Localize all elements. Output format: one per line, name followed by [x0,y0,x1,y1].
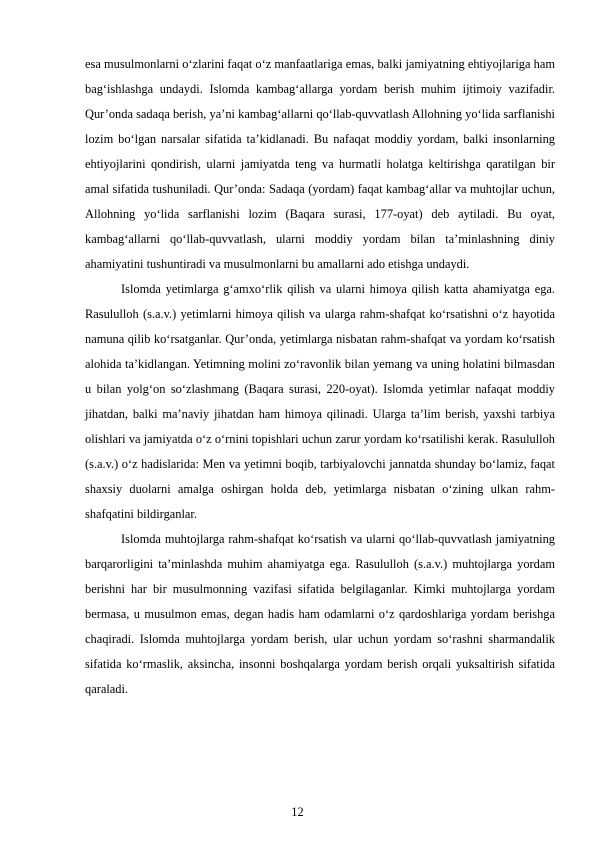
page-number: 12 [291,805,304,819]
document-body [85,52,555,702]
paragraph-orphans: Islomda yetimlarga g‘amxo‘rlik qilish va ularni himoya qilish katta ahamiyatga ega. Rasululloh (s.a.v.) yetimlarni himoya qilish va ularga rahm-shafqat ko‘rsatishni o‘z hayotida namuna qilib ko‘rsatganlar. Qur’onda, yetimlarga nisbatan rahm-shafqat va yordam ko‘rsatish alohida ta’kidlangan. Yetimning molini zo‘ravonlik bilan yemang va uning holatini bilmasdan u bilan yolg‘on so‘zlashmang (Baqara surasi, 220-oyat). Islomda yetimlar nafaqat moddiy jihatdan, balki ma’naviy jihatdan ham himoya qilinadi. Ularga ta’lim berish, yaxshi tarbiya olishlari va jamiyatda o‘z o‘rnini topishlari uchun zarur yordam ko‘rsatilishi kerak. Rasululloh (s.a.v.) o‘z hadislarida: Men va yetimni boqib, tarbiyalovchi jannatda shunday bo‘lamiz, faqat shaxsiy duolarni amalga oshirgan holda deb, yetimlarga nisbatan o‘zining ulkan rahm-shafqatini bildirganlar. [85,282,555,521]
paragraph-needy: Islomda muhtojlarga rahm-shafqat ko‘rsatish va ularni qo‘llab-quvvatlash jamiyatning barqarorligini ta’minlashda muhim ahamiyatga ega. Rasululloh (s.a.v.) muhtojlarga yordam berishni har bir musulmonning vazifasi sifatida belgilaganlar. Kimki muhtojlarga yordam bermasa, u musulmon emas, degan hadis ham odamlarni o‘z qardoshlariga yordam berishga chaqiradi. Islomda muhtojlarga yordam berish, ular uchun yordam so‘rashni sharmandalik sifatida ko‘rmaslik, aksincha, insonni boshqalarga yordam berish orqali yuksaltirish sifatida qaraladi. [85,532,555,696]
paragraph-continuation: esa musulmonlarni o‘zlarini faqat o‘z manfaatlariga emas, balki jamiyatning ehtiyojlariga ham bag‘ishlashga undaydi. Islomda kambag‘allarga yordam berish muhim ijtimoiy vazifadir. Qur’onda sadaqa berish, ya’ni kambag‘allarni qo‘llab-quvvatlash Allohning yo‘lida sarflanishi lozim bo‘lgan narsalar sifatida ta’kidlanadi. Bu nafaqat moddiy yordam, balki insonlarning ehtiyojlarini qondirish, ularni jamiyatda teng va hurmatli holatga keltirishga qaratilgan bir amal sifatida tushuniladi. Qur’onda: Sadaqa (yordam) faqat kambag‘allar va muhtojlar uchun, Allohning yo‘lida sarflanishi lozim (Baqara surasi, 177-oyat) deb aytiladi. Bu oyat, kambag‘allarni qo‘llab-quvvatlash, ularni moddiy yordam bilan ta’minlashning diniy ahamiyatini tushuntiradi va musulmonlarni bu amallarni ado etishga undaydi. [85,57,555,271]
